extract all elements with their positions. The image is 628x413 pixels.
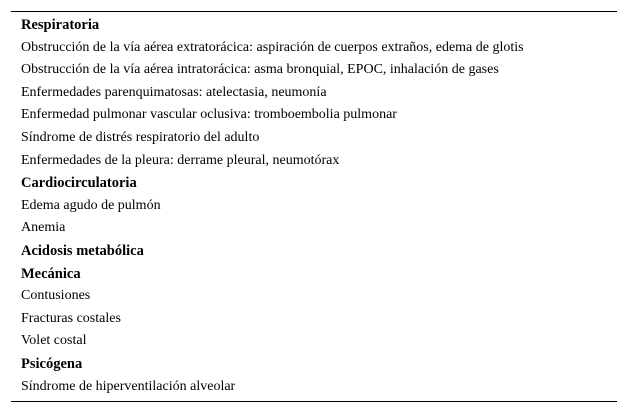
table-row: Obstrucción de la vía aérea extratorácica: aspiración de cuerpos extraños, edema de glotis: [21, 39, 524, 55]
table-row: Volet costal: [21, 333, 87, 349]
table-row: Contusiones: [21, 288, 91, 304]
section-heading-psicogena: Psicógena: [21, 355, 83, 372]
table-row: Anemia: [21, 220, 66, 236]
table-row: Obstrucción de la vía aérea intratorácica: asma bronquial, EPOC, inhalación de gases: [21, 62, 499, 78]
table-row: Enfermedades parenquimatosas: atelectasia, neumonía: [21, 84, 327, 100]
table-row: Síndrome de distrés respiratorio del adulto: [21, 129, 260, 145]
section-heading-acidosis-metabolica: Acidosis metabólica: [21, 242, 144, 259]
table-row: Enfermedad pulmonar vascular oclusiva: tromboembolia pulmonar: [21, 107, 397, 123]
table-row: Enfermedades de la pleura: derrame pleural, neumotórax: [21, 152, 340, 168]
section-heading-cardiocirculatoria: Cardiocirculatoria: [21, 175, 137, 192]
table-row: Fracturas costales: [21, 310, 121, 326]
causes-table: [11, 11, 617, 402]
section-heading-mecanica: Mecánica: [21, 265, 81, 282]
table-row: Síndrome de hiperventilación alveolar: [21, 378, 236, 394]
section-heading-respiratoria: Respiratoria: [21, 17, 100, 33]
table-row: Edema agudo de pulmón: [21, 197, 161, 213]
